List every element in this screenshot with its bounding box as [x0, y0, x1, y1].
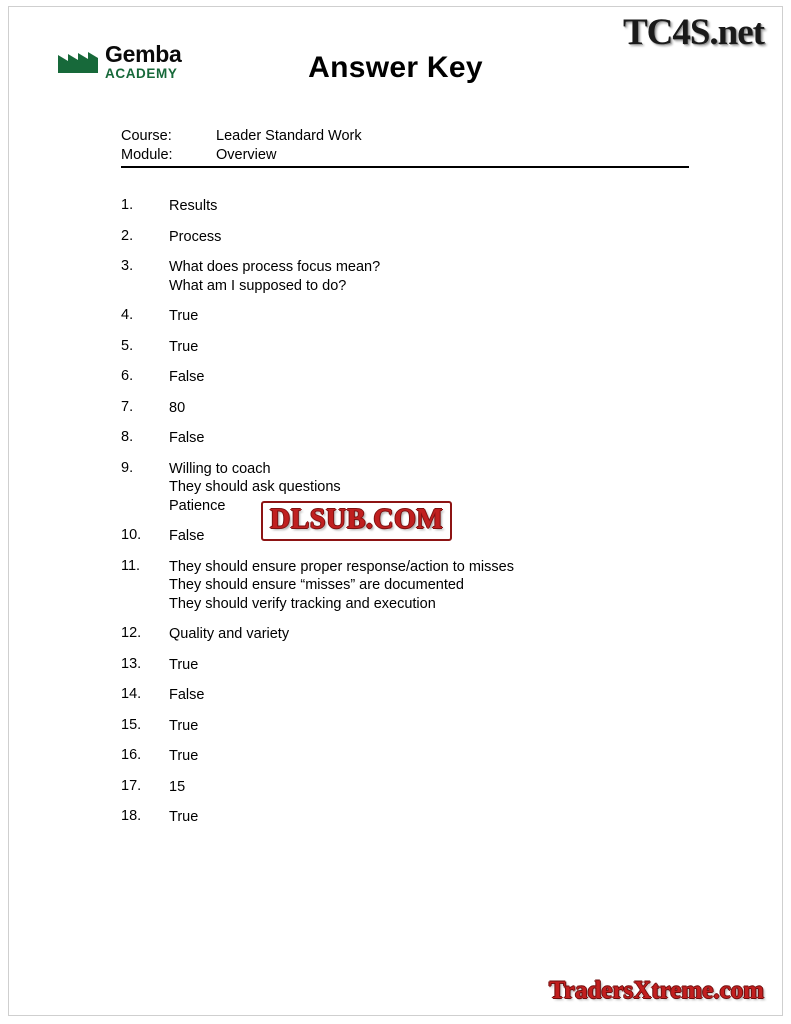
course-row	[121, 127, 691, 146]
answer-line: True	[169, 308, 199, 324]
answer-item	[121, 747, 721, 766]
answer-line: True	[169, 809, 199, 825]
module-value: Overview	[216, 147, 277, 163]
answer-number: 18.	[121, 808, 142, 824]
answer-line: True	[169, 717, 199, 734]
answer-number: 17.	[121, 777, 142, 794]
answer-item	[121, 429, 721, 448]
answer-number: 5.	[121, 337, 134, 354]
answer-line: False	[169, 430, 205, 446]
answer-line: They should ensure “misses” are documented	[169, 577, 464, 593]
answer-number: 14.	[121, 686, 142, 702]
answer-item	[121, 258, 721, 295]
answer-item	[121, 808, 721, 827]
answer-line: Results	[169, 198, 218, 214]
logo-primary-text: Gemba	[105, 41, 182, 67]
course-meta-block	[121, 127, 691, 165]
answer-item	[121, 717, 721, 736]
answer-line: What am I supposed to do?	[169, 277, 347, 294]
answer-text	[169, 656, 721, 675]
answer-line: Patience	[169, 497, 226, 514]
answer-item	[121, 625, 721, 644]
module-row	[121, 146, 691, 165]
answer-text	[169, 338, 721, 357]
header-divider	[121, 166, 689, 168]
answer-line: True	[169, 748, 199, 764]
answer-line: False	[169, 369, 205, 385]
answer-number: 15.	[121, 716, 142, 733]
answer-text	[169, 368, 721, 387]
answer-number: 13.	[121, 655, 142, 672]
answer-text	[169, 625, 721, 644]
answer-number: 7.	[121, 398, 134, 415]
answer-line: True	[169, 656, 199, 673]
answer-line: True	[169, 338, 199, 355]
answer-line: 80	[169, 399, 186, 416]
answer-line: They should verify tracking and execution	[169, 595, 436, 612]
answer-item	[121, 228, 721, 247]
answer-number: 16.	[121, 747, 142, 763]
answer-text	[169, 307, 721, 326]
answer-item	[121, 368, 721, 387]
answer-text	[169, 197, 721, 216]
course-label: Course:	[121, 128, 172, 144]
document-page	[8, 6, 783, 1016]
answer-item	[121, 656, 721, 675]
course-value: Leader Standard Work	[216, 128, 362, 144]
answer-text	[169, 808, 721, 827]
answer-item	[121, 338, 721, 357]
answer-number: 1.	[121, 197, 134, 213]
answer-item	[121, 307, 721, 326]
answer-line: False	[169, 687, 205, 703]
answer-item	[121, 399, 721, 418]
answer-text	[169, 558, 721, 614]
answer-number: 2.	[121, 227, 134, 244]
answer-text	[169, 686, 721, 705]
answer-line: 15	[169, 778, 186, 795]
answer-text	[169, 258, 721, 295]
answer-number: 10.	[121, 527, 142, 543]
answer-text	[169, 429, 721, 448]
page-title: Answer Key	[308, 51, 483, 84]
answer-line: What does process focus mean?	[169, 259, 381, 275]
answer-line: Willing to coach	[169, 460, 271, 477]
answer-line: They should ask questions	[169, 479, 341, 495]
answer-text	[169, 228, 721, 247]
tc4s-watermark: TC4S.net	[622, 12, 764, 53]
answer-line: They should ensure proper response/action to misses	[169, 558, 514, 575]
answer-line: False	[169, 528, 205, 544]
answer-text	[169, 399, 721, 418]
logo-secondary-text: ACADEMY	[105, 66, 178, 81]
answer-text	[169, 778, 721, 797]
answer-number: 8.	[121, 429, 134, 445]
answer-item	[121, 686, 721, 705]
answer-number: 9.	[121, 459, 134, 476]
answer-number: 12.	[121, 625, 142, 641]
answer-number: 6.	[121, 368, 134, 384]
answer-text	[169, 747, 721, 766]
answer-text	[169, 717, 721, 736]
answer-number: 3.	[121, 258, 134, 274]
answer-number: 4.	[121, 307, 134, 323]
answer-item	[121, 778, 721, 797]
answer-line: Process	[169, 228, 222, 245]
answer-line: Quality and variety	[169, 626, 290, 642]
answer-number: 11.	[121, 557, 141, 574]
dlsub-watermark: DLSUB.COM	[261, 501, 452, 541]
answer-item	[121, 197, 721, 216]
answer-item	[121, 558, 721, 614]
tradersxtreme-watermark: TradersXtreme.com	[549, 977, 764, 1004]
module-label: Module:	[121, 147, 173, 163]
